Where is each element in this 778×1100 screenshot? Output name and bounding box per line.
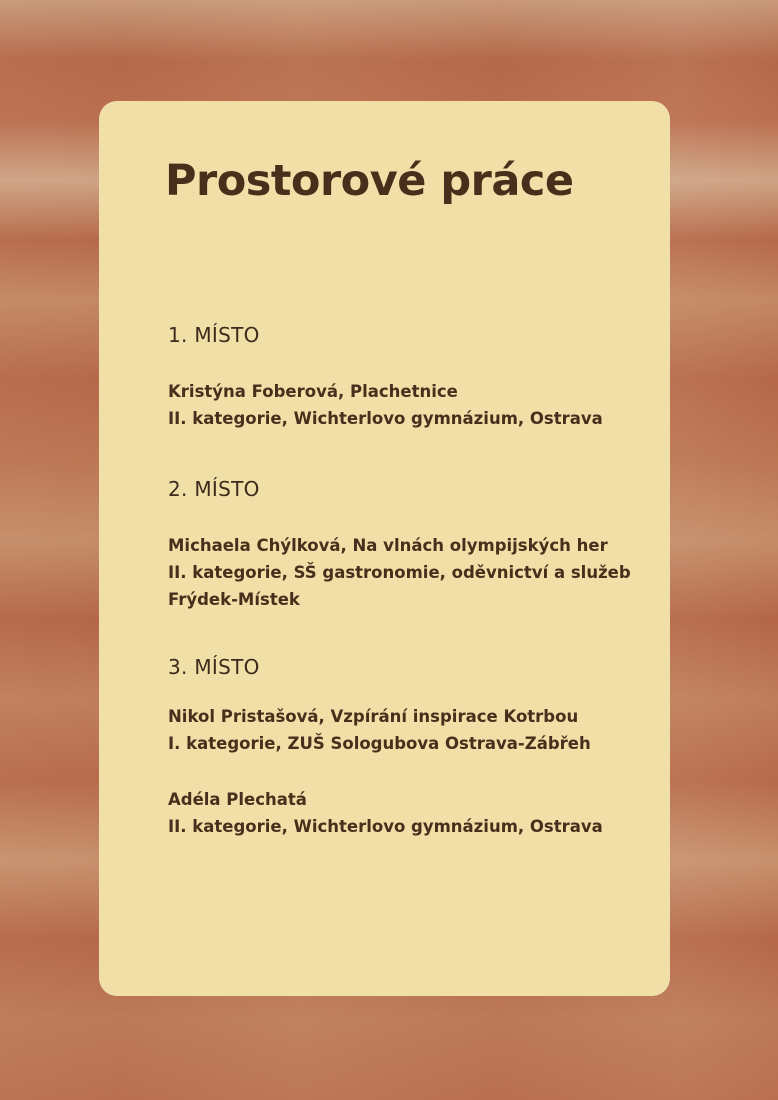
place-heading-2: 2. MÍSTO	[168, 477, 260, 501]
entry-line: II. kategorie, SŠ gastronomie, oděvnictví a služeb	[168, 563, 631, 582]
place-3-entry-2	[168, 786, 603, 840]
entry-line: Kristýna Foberová, Plachetnice	[168, 382, 458, 401]
entry-line: Adéla Plechatá	[168, 790, 307, 809]
entry-line: I. kategorie, ZUŠ Sologubova Ostrava-Zábřeh	[168, 734, 591, 753]
page-title: Prostorové práce	[165, 156, 574, 206]
place-heading-1: 1. MÍSTO	[168, 323, 260, 347]
entry-line: Nikol Pristašová, Vzpírání inspirace Kotrbou	[168, 707, 579, 726]
entry-line: II. kategorie, Wichterlovo gymnázium, Ostrava	[168, 409, 603, 428]
place-2-entry-1	[168, 532, 631, 613]
place-3-entry-1	[168, 703, 591, 757]
entry-line: II. kategorie, Wichterlovo gymnázium, Ostrava	[168, 817, 603, 836]
place-heading-3: 3. MÍSTO	[168, 655, 260, 679]
results-card	[99, 101, 670, 996]
entry-line: Michaela Chýlková, Na vlnách olympijských her	[168, 536, 608, 555]
entry-line: Frýdek-Místek	[168, 590, 300, 609]
place-1-entry-1	[168, 378, 603, 432]
